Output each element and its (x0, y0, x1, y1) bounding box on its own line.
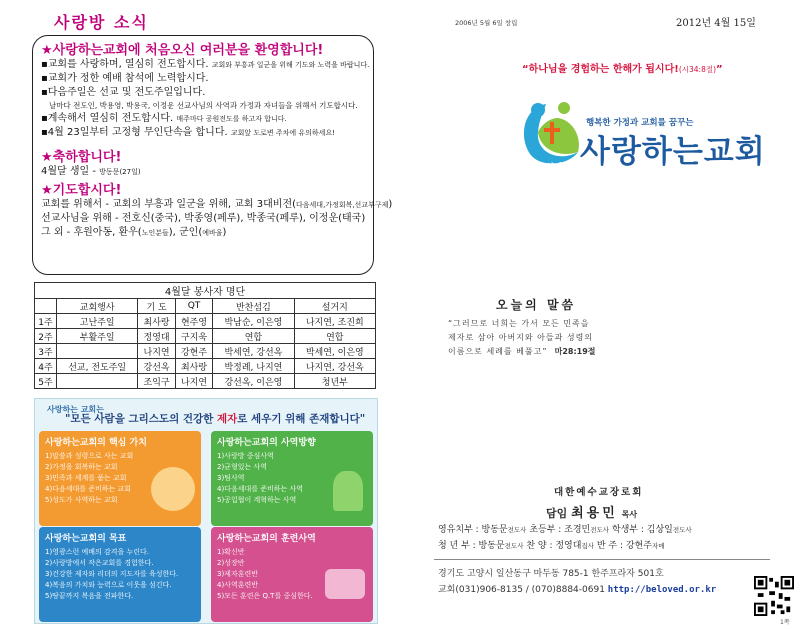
table-row (35, 359, 376, 374)
logo-subtitle: Community Church (528, 162, 577, 168)
duty-cell: 박세연, 이은영 (294, 344, 375, 359)
duty-cell: 최사랑 (175, 359, 212, 374)
ministry-direction-panel (211, 431, 373, 526)
duty-cell: 선교, 전도주일 (57, 359, 138, 374)
duty-cell: 최사랑 (138, 314, 175, 329)
duty-cell: 박정례, 나지연 (213, 359, 294, 374)
church-contact: 교회(031)906-8135 / (070)8884-0691 http://beloved.or.kr (438, 585, 717, 595)
staff-line: 영유치부 : 방동문전도사 초등부 : 조경민전도사 학생부 : 김상일전도사 (438, 525, 692, 535)
divider (434, 559, 770, 560)
duty-cell (57, 344, 138, 359)
panel-title: 사랑하는교회의 사역방향 (217, 438, 316, 448)
scripture-body: “그러므로 너희는 가서 모든 민족을 제자로 삼아 아버지와 아들과 성령의 이름으로 세례를 베풀고” 마28:19절 (448, 319, 596, 356)
poster-logo: 사랑하는 교회는 (47, 405, 104, 414)
birthday-line: 4월달 생일 - 방동문(27일) (41, 166, 141, 177)
table-row (35, 374, 376, 389)
duty-cell: 나지연 (138, 344, 175, 359)
news-title: 사랑방 소식 (54, 13, 149, 32)
duty-cell: 강현주 (175, 344, 212, 359)
duty-cell: 나지연, 강선옥 (294, 359, 375, 374)
duty-table (34, 282, 376, 389)
table-row (35, 344, 376, 359)
news-box (32, 35, 393, 275)
church-address: 경기도 고양시 일산동구 마두동 785-1 한주프라자 501호 (438, 569, 664, 579)
core-values-panel (39, 431, 201, 526)
duty-header: 설거지 (294, 299, 375, 314)
congrats-header: ★축하합니다! (41, 150, 122, 165)
duty-cell: 강선옥, 이은영 (213, 374, 294, 389)
panel-list: 1)확신반 2)성장반 3)제자훈련반 4)사역훈련반 5)모든 훈련은 Q.T를 중심한다. (217, 548, 313, 600)
panel-title: 사랑하는교회의 핵심 가치 (45, 438, 147, 448)
logo-tagline: 행복한 가정과 교회를 꿈꾸는 (586, 118, 694, 128)
duty-cell: 4주 (35, 359, 57, 374)
duty-cell: 나지연 (175, 374, 212, 389)
qr-code-icon (754, 576, 794, 616)
duty-cell: 박세연, 강선옥 (213, 344, 294, 359)
website-link[interactable]: http://beloved.or.kr (607, 585, 717, 595)
denomination: 대한예수교장로회 (554, 487, 644, 498)
duty-cell: 5주 (35, 374, 57, 389)
duty-cell: 3주 (35, 344, 57, 359)
duty-header: 반찬섬김 (213, 299, 294, 314)
globe-icon (151, 467, 195, 511)
pray-item: 교회를 위해서 - 교회의 부흥과 일군을 위해, 교회 3대비전(다음세대,가정회복,선교부구제) (41, 199, 393, 210)
pray-item: 선교사님을 위해 - 전호신(중국), 박종영(페루), 박종국(페루), 이정운(태국) (41, 213, 366, 224)
duty-cell: 청년부 (294, 374, 375, 389)
scripture-reference: 마28:19절 (554, 347, 596, 356)
page-number: 1쪽 (780, 619, 790, 626)
table-row (35, 329, 376, 344)
book-icon (325, 569, 365, 599)
training-panel (211, 527, 373, 622)
news-item: ▪교회를 사랑하며, 열심히 전도합시다. 교회와 부흥과 일군을 위해 기도와 노력을 바랍니다. (41, 59, 370, 70)
pastor-line: 담임 최용민 목사 (546, 506, 638, 521)
duty-cell: 1주 (35, 314, 57, 329)
news-item: ▪4월 23일부터 고정형 무인단속을 합니다. 교회앞 도로변 주차에 유의하세요! (41, 127, 336, 138)
duty-cell: 2주 (35, 329, 57, 344)
duty-cell: 나지연, 조진희 (294, 314, 375, 329)
news-item: ▪교회가 정한 예배 참석에 노력합시다. (41, 73, 209, 84)
duty-header: 교회행사 (57, 299, 138, 314)
duty-cell: 정영대 (138, 329, 175, 344)
scripture-title: 오늘의 말씀 (496, 298, 577, 312)
welcome-header: ★사랑하는교회에 처음오신 여러분을 환영합니다! (41, 43, 324, 58)
church-name: 사랑하는교회 (580, 134, 766, 170)
duty-cell: 조익구 (138, 374, 175, 389)
panel-title: 사랑하는교회의 훈련사역 (217, 534, 316, 544)
duty-header-row (35, 299, 376, 314)
duty-cell: 연합 (213, 329, 294, 344)
duty-cell: 강선옥 (138, 359, 175, 374)
duty-cell: 부활주일 (57, 329, 138, 344)
table-row (35, 314, 376, 329)
duty-header: QT (175, 299, 212, 314)
pray-item: 그 외 - 후원아동, 환우(노인분들), 군인(예바울) (41, 227, 227, 238)
duty-cell: 현주영 (175, 314, 212, 329)
panel-list: 1)영광스런 예배의 감격을 누린다. 2)사랑방에서 작은교회를 경험한다. 3)건강한 제자와 리더의 지도자를 육성한다. 4)복음의 가치와 능력으로 이웃을 섬긴다. 5)땅끝까지 복음을 전파한다. (45, 548, 179, 600)
panel-list: 1)말씀과 성령으로 사는 교회 2)가정을 회복하는 교회 3)민족과 세계를 품는 교회 4)다음세대를 준비하는 교회 5)성도가 사역하는 교회 (45, 452, 134, 504)
news-item: ▪다음주일은 선교 및 전도주일입니다. (41, 87, 206, 98)
church-logo-icon (516, 92, 586, 172)
duty-caption: 4월달 봉사자 명단 (35, 283, 376, 299)
issue-date: 2012년 4월 15일 (676, 18, 756, 29)
panel-title: 사랑하는교회의 목표 (45, 534, 127, 544)
duty-cell: 구지욱 (175, 329, 212, 344)
duty-header: 기 도 (138, 299, 175, 314)
person-icon (333, 471, 363, 511)
vision-poster (34, 398, 378, 624)
yearly-motto: “하나님을 경험하는 한해가 됩시다!(시34:8절)” (522, 64, 723, 75)
duty-cell: 연합 (294, 329, 375, 344)
news-subitem: 날마다 전도인, 박용영, 박용국, 이정운 선교사님의 사역과 가정과 자녀들을 위해서 기도합시다. (49, 101, 358, 110)
goals-panel (39, 527, 201, 622)
news-item: ▪계속해서 열심히 전도합시다. 매주마다 공원전도를 하고자 합니다. (41, 113, 287, 124)
duty-header (35, 299, 57, 314)
duty-cell: 고난주일 (57, 314, 138, 329)
staff-line: 청 년 부 : 방동문전도사 찬 양 : 정영대집사 반 주 : 강현주자매 (438, 541, 665, 551)
panel-list: 1)사랑방 중심사역 2)균형있는 사역 3)팀사역 4)다음세대를 준비하는 사역 5)공입협이 계혁하는 사역 (217, 452, 304, 504)
duty-cell (57, 374, 138, 389)
duty-cell: 박남순, 이은영 (213, 314, 294, 329)
founded-date: 2006년 5월 6일 창립 (455, 19, 518, 27)
poster-slogan: "모든 사람을 그리스도의 건강한 제자로 세우기 위해 존재합니다" (65, 413, 366, 425)
pray-header: ★기도합시다! (41, 183, 122, 198)
